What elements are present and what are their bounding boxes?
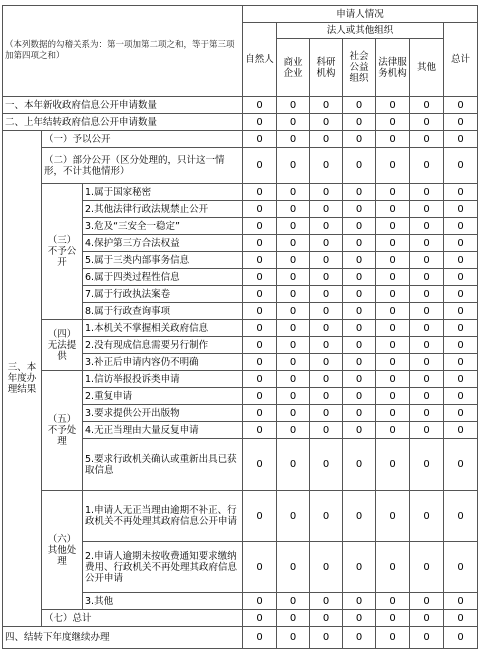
col-header-research: 科研机构 xyxy=(310,39,343,97)
value-cell: 0 xyxy=(444,354,478,371)
value-cell: 0 xyxy=(410,148,444,184)
value-cell: 0 xyxy=(277,148,310,184)
value-cell: 0 xyxy=(444,269,478,286)
value-cell: 0 xyxy=(277,354,310,371)
item-label: 7.属于行政执法案卷 xyxy=(83,286,243,303)
item-label: 4.无正当理由大量反复申请 xyxy=(83,422,243,439)
value-cell: 0 xyxy=(243,252,277,269)
value-cell: 0 xyxy=(376,610,410,627)
value-cell: 0 xyxy=(410,235,444,252)
value-cell: 0 xyxy=(444,286,478,303)
value-cell: 0 xyxy=(343,303,376,320)
value-cell: 0 xyxy=(376,388,410,405)
value-cell: 0 xyxy=(410,354,444,371)
value-cell: 0 xyxy=(410,371,444,388)
item-label: 1.属于国家秘密 xyxy=(83,184,243,201)
item-label: 6.属于四类过程性信息 xyxy=(83,269,243,286)
value-cell: 0 xyxy=(310,235,343,252)
table-row xyxy=(3,131,478,148)
table-row xyxy=(3,114,478,131)
value-cell: 0 xyxy=(277,439,310,491)
value-cell: 0 xyxy=(343,148,376,184)
value-cell: 0 xyxy=(444,610,478,627)
section-3-label: 三、本年度办理结果 xyxy=(3,131,42,627)
value-cell: 0 xyxy=(243,320,277,337)
value-cell: 0 xyxy=(376,131,410,148)
value-cell: 0 xyxy=(310,148,343,184)
item-label: 3.危及“三安全一稳定” xyxy=(83,218,243,235)
value-cell: 0 xyxy=(410,439,444,491)
value-cell: 0 xyxy=(243,439,277,491)
value-cell: 0 xyxy=(444,201,478,218)
value-cell: 0 xyxy=(343,320,376,337)
value-cell: 0 xyxy=(277,422,310,439)
value-cell: 0 xyxy=(310,337,343,354)
value-cell: 0 xyxy=(277,218,310,235)
value-cell: 0 xyxy=(243,627,277,649)
value-cell: 0 xyxy=(277,303,310,320)
value-cell: 0 xyxy=(310,201,343,218)
table-row xyxy=(3,97,478,114)
value-cell: 0 xyxy=(310,371,343,388)
col-header-total: 总计 xyxy=(444,23,478,97)
value-cell: 0 xyxy=(444,439,478,491)
value-cell: 0 xyxy=(243,422,277,439)
value-cell: 0 xyxy=(444,131,478,148)
value-cell: 0 xyxy=(243,354,277,371)
value-cell: 0 xyxy=(310,303,343,320)
value-cell: 0 xyxy=(277,269,310,286)
value-cell: 0 xyxy=(310,114,343,131)
value-cell: 0 xyxy=(410,201,444,218)
value-cell: 0 xyxy=(310,286,343,303)
item-label: 3.补正后申请内容仍不明确 xyxy=(83,354,243,371)
value-cell: 0 xyxy=(410,337,444,354)
value-cell: 0 xyxy=(243,184,277,201)
col-header-legal-service: 法律服务机构 xyxy=(376,39,410,97)
value-cell: 0 xyxy=(376,184,410,201)
group-label: （三）不予公开 xyxy=(42,184,83,320)
value-cell: 0 xyxy=(343,252,376,269)
value-cell: 0 xyxy=(277,627,310,649)
table-row xyxy=(3,184,478,201)
value-cell: 0 xyxy=(277,286,310,303)
value-cell: 0 xyxy=(243,218,277,235)
group-label: （二）部分公开（区分处理的，只计这一情形，不计其他情形） xyxy=(42,148,243,184)
value-cell: 0 xyxy=(343,235,376,252)
value-cell: 0 xyxy=(310,405,343,422)
value-cell: 0 xyxy=(277,337,310,354)
value-cell: 0 xyxy=(277,131,310,148)
value-cell: 0 xyxy=(243,286,277,303)
value-cell: 0 xyxy=(343,184,376,201)
table-row xyxy=(3,320,478,337)
col-header-business: 商业企业 xyxy=(277,39,310,97)
value-cell: 0 xyxy=(376,218,410,235)
value-cell: 0 xyxy=(310,610,343,627)
value-cell: 0 xyxy=(277,542,310,593)
value-cell: 0 xyxy=(243,405,277,422)
value-cell: 0 xyxy=(444,320,478,337)
value-cell: 0 xyxy=(410,269,444,286)
value-cell: 0 xyxy=(310,491,343,542)
item-label: 2.没有现成信息需要另行制作 xyxy=(83,337,243,354)
value-cell: 0 xyxy=(376,148,410,184)
group-label: （五）不予处理 xyxy=(42,371,83,491)
value-cell: 0 xyxy=(343,371,376,388)
value-cell: 0 xyxy=(376,320,410,337)
value-cell: 0 xyxy=(444,593,478,610)
value-cell: 0 xyxy=(376,405,410,422)
value-cell: 0 xyxy=(243,388,277,405)
item-label: 5.属于三类内部事务信息 xyxy=(83,252,243,269)
value-cell: 0 xyxy=(310,184,343,201)
value-cell: 0 xyxy=(376,286,410,303)
value-cell: 0 xyxy=(444,627,478,649)
value-cell: 0 xyxy=(444,371,478,388)
value-cell: 0 xyxy=(376,371,410,388)
value-cell: 0 xyxy=(277,593,310,610)
value-cell: 0 xyxy=(243,131,277,148)
value-cell: 0 xyxy=(277,371,310,388)
item-label: 2.申请人逾期未按收费通知要求缴纳费用、行政机关不再处理其政府信息公开申请 xyxy=(83,542,243,593)
value-cell: 0 xyxy=(310,542,343,593)
table-row xyxy=(3,491,478,542)
value-cell: 0 xyxy=(376,354,410,371)
row-label: 一、本年新收政府信息公开申请数量 xyxy=(3,97,243,114)
value-cell: 0 xyxy=(277,252,310,269)
value-cell: 0 xyxy=(310,131,343,148)
value-cell: 0 xyxy=(343,491,376,542)
value-cell: 0 xyxy=(343,388,376,405)
note-cell: （本列数据的勾稽关系为：第一项加第二项之和，等于第三项加第四项之和） xyxy=(3,6,243,97)
value-cell: 0 xyxy=(376,422,410,439)
value-cell: 0 xyxy=(444,542,478,593)
value-cell: 0 xyxy=(410,218,444,235)
value-cell: 0 xyxy=(277,320,310,337)
value-cell: 0 xyxy=(410,184,444,201)
value-cell: 0 xyxy=(444,422,478,439)
value-cell: 0 xyxy=(444,148,478,184)
value-cell: 0 xyxy=(444,491,478,542)
item-label: 3.其他 xyxy=(83,593,243,610)
col-header-public-welfare: 社会公益组织 xyxy=(343,39,376,97)
value-cell: 0 xyxy=(376,627,410,649)
value-cell: 0 xyxy=(310,627,343,649)
value-cell: 0 xyxy=(410,388,444,405)
value-cell: 0 xyxy=(410,405,444,422)
item-label: 1.信访举报投诉类申请 xyxy=(83,371,243,388)
value-cell: 0 xyxy=(343,439,376,491)
value-cell: 0 xyxy=(376,201,410,218)
value-cell: 0 xyxy=(444,252,478,269)
value-cell: 0 xyxy=(243,201,277,218)
value-cell: 0 xyxy=(310,252,343,269)
value-cell: 0 xyxy=(444,235,478,252)
value-cell: 0 xyxy=(376,269,410,286)
value-cell: 0 xyxy=(410,542,444,593)
value-cell: 0 xyxy=(343,405,376,422)
value-cell: 0 xyxy=(343,218,376,235)
value-cell: 0 xyxy=(410,320,444,337)
item-label: 1.本机关不掌握相关政府信息 xyxy=(83,320,243,337)
value-cell: 0 xyxy=(343,286,376,303)
value-cell: 0 xyxy=(410,303,444,320)
value-cell: 0 xyxy=(410,627,444,649)
item-label: 2.重复申请 xyxy=(83,388,243,405)
value-cell: 0 xyxy=(243,337,277,354)
value-cell: 0 xyxy=(410,422,444,439)
value-cell: 0 xyxy=(444,388,478,405)
value-cell: 0 xyxy=(444,97,478,114)
group-label: （四）无法提供 xyxy=(42,320,83,371)
legal-org-header: 法人或其他组织 xyxy=(277,23,444,39)
value-cell: 0 xyxy=(310,97,343,114)
value-cell: 0 xyxy=(410,286,444,303)
value-cell: 0 xyxy=(243,491,277,542)
value-cell: 0 xyxy=(310,354,343,371)
value-cell: 0 xyxy=(243,148,277,184)
group-label: （七）总计 xyxy=(42,610,243,627)
value-cell: 0 xyxy=(376,235,410,252)
table-row xyxy=(3,371,478,388)
value-cell: 0 xyxy=(410,610,444,627)
value-cell: 0 xyxy=(444,218,478,235)
gov-info-disclosure-table xyxy=(2,5,478,649)
value-cell: 0 xyxy=(343,610,376,627)
item-label: 2.其他法律行政法规禁止公开 xyxy=(83,201,243,218)
value-cell: 0 xyxy=(310,439,343,491)
value-cell: 0 xyxy=(277,405,310,422)
value-cell: 0 xyxy=(310,593,343,610)
item-label: 3.要求提供公开出版物 xyxy=(83,405,243,422)
value-cell: 0 xyxy=(243,303,277,320)
row-label: 二、上年结转政府信息公开申请数量 xyxy=(3,114,243,131)
value-cell: 0 xyxy=(343,337,376,354)
value-cell: 0 xyxy=(343,201,376,218)
group-label: （一）予以公开 xyxy=(42,131,243,148)
value-cell: 0 xyxy=(310,422,343,439)
value-cell: 0 xyxy=(376,439,410,491)
value-cell: 0 xyxy=(410,491,444,542)
value-cell: 0 xyxy=(444,114,478,131)
value-cell: 0 xyxy=(243,269,277,286)
value-cell: 0 xyxy=(376,542,410,593)
value-cell: 0 xyxy=(310,388,343,405)
value-cell: 0 xyxy=(277,388,310,405)
value-cell: 0 xyxy=(277,235,310,252)
value-cell: 0 xyxy=(343,97,376,114)
table-row xyxy=(3,627,478,649)
table-row xyxy=(3,148,478,184)
value-cell: 0 xyxy=(376,337,410,354)
value-cell: 0 xyxy=(277,184,310,201)
value-cell: 0 xyxy=(444,184,478,201)
value-cell: 0 xyxy=(243,97,277,114)
value-cell: 0 xyxy=(277,97,310,114)
page-footer xyxy=(0,664,481,671)
value-cell: 0 xyxy=(343,269,376,286)
header-row-1 xyxy=(3,6,478,23)
value-cell: 0 xyxy=(444,303,478,320)
value-cell: 0 xyxy=(277,114,310,131)
value-cell: 0 xyxy=(410,131,444,148)
group-label: （六）其他处理 xyxy=(42,491,83,610)
value-cell: 0 xyxy=(376,97,410,114)
value-cell: 0 xyxy=(310,320,343,337)
value-cell: 0 xyxy=(376,114,410,131)
value-cell: 0 xyxy=(243,235,277,252)
value-cell: 0 xyxy=(410,593,444,610)
value-cell: 0 xyxy=(277,610,310,627)
value-cell: 0 xyxy=(343,593,376,610)
value-cell: 0 xyxy=(343,131,376,148)
value-cell: 0 xyxy=(343,354,376,371)
value-cell: 0 xyxy=(343,542,376,593)
value-cell: 0 xyxy=(376,593,410,610)
value-cell: 0 xyxy=(376,303,410,320)
value-cell: 0 xyxy=(277,201,310,218)
item-label: 8.属于行政查询事项 xyxy=(83,303,243,320)
value-cell: 0 xyxy=(343,627,376,649)
value-cell: 0 xyxy=(243,371,277,388)
value-cell: 0 xyxy=(243,114,277,131)
col-header-other: 其他 xyxy=(410,39,444,97)
applicant-header: 申请人情况 xyxy=(243,6,478,23)
value-cell: 0 xyxy=(310,218,343,235)
value-cell: 0 xyxy=(243,593,277,610)
table-row xyxy=(3,610,478,627)
value-cell: 0 xyxy=(243,610,277,627)
value-cell: 0 xyxy=(410,97,444,114)
value-cell: 0 xyxy=(376,491,410,542)
row-label: 四、结转下年度继续办理 xyxy=(3,627,243,649)
value-cell: 0 xyxy=(310,269,343,286)
value-cell: 0 xyxy=(343,422,376,439)
value-cell: 0 xyxy=(410,252,444,269)
item-label: 5.要求行政机关确认或重新出具已获取信息 xyxy=(83,439,243,491)
value-cell: 0 xyxy=(243,542,277,593)
item-label: 4.保护第三方合法权益 xyxy=(83,235,243,252)
col-header-natural-person: 自然人 xyxy=(243,23,277,97)
value-cell: 0 xyxy=(410,114,444,131)
value-cell: 0 xyxy=(444,405,478,422)
item-label: 1.申请人无正当理由逾期不补正、行政机关不再处理其政府信息公开申请 xyxy=(83,491,243,542)
value-cell: 0 xyxy=(343,114,376,131)
value-cell: 0 xyxy=(444,337,478,354)
value-cell: 0 xyxy=(277,491,310,542)
value-cell: 0 xyxy=(376,252,410,269)
